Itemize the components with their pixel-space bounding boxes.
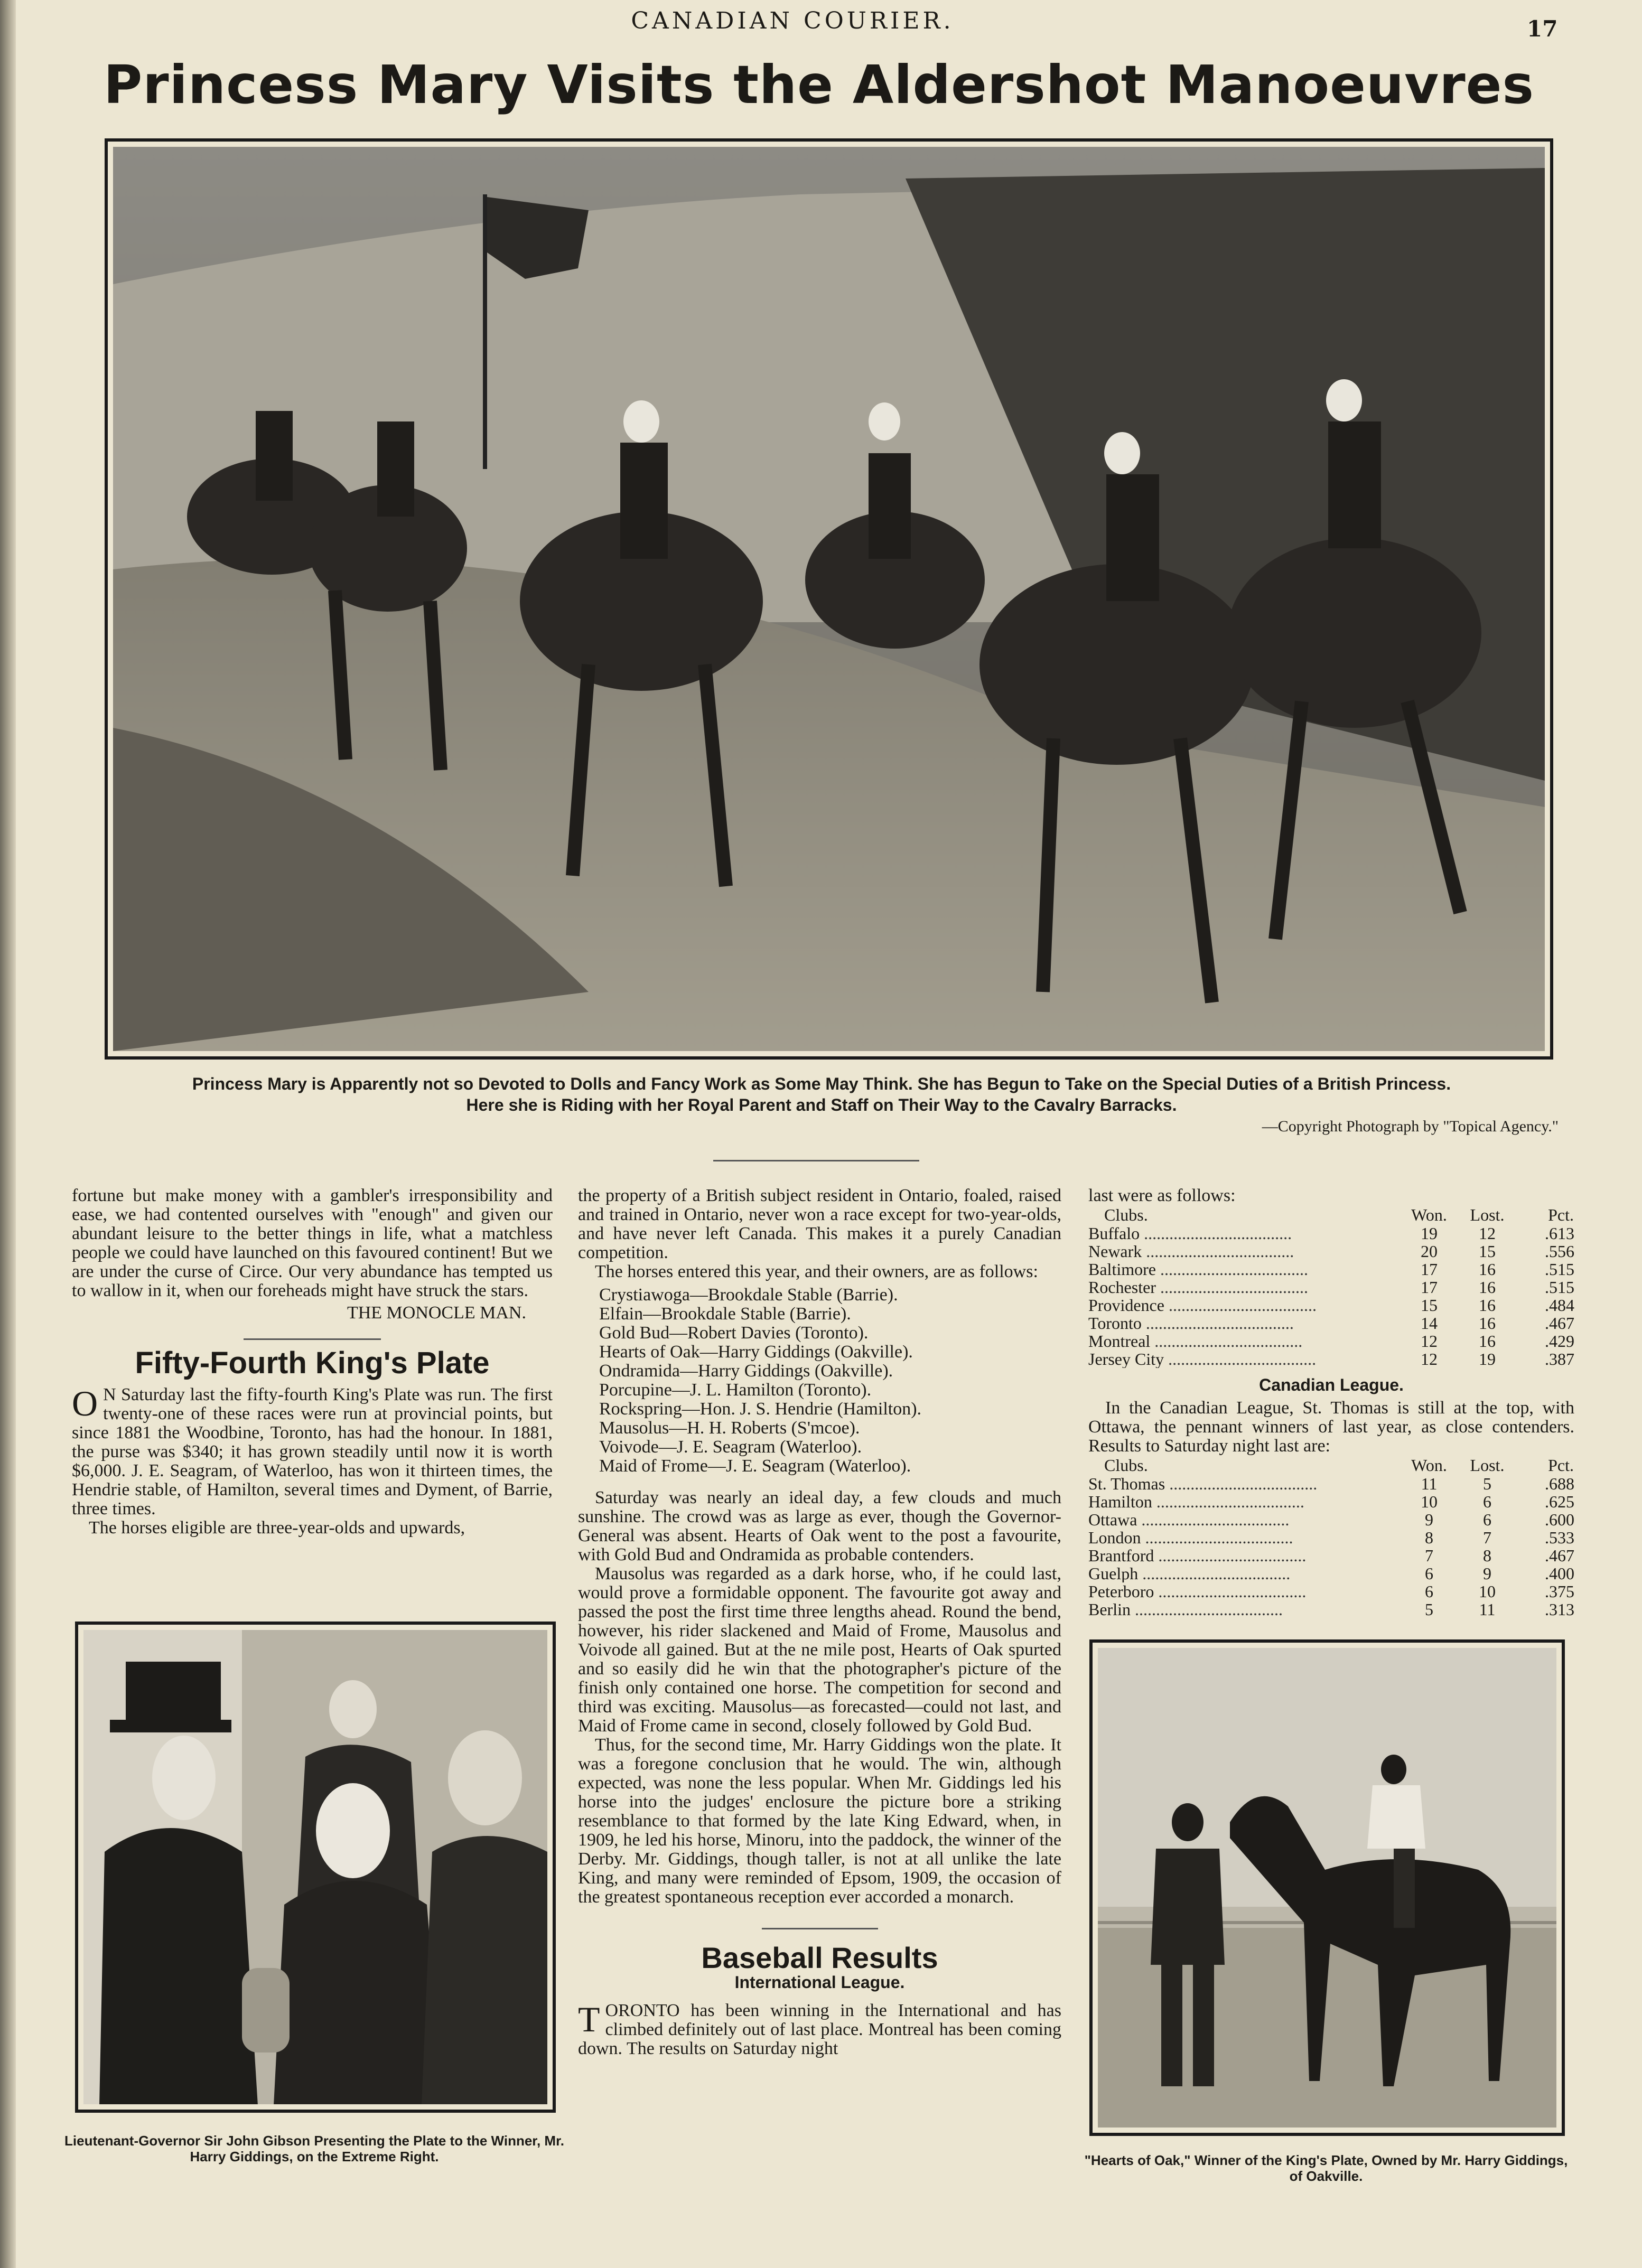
lost-cell: 11 [1479,1600,1496,1619]
baseball-lead-in: last were as follows: [1088,1186,1236,1205]
table-row [1088,1296,1574,1314]
entry-item: Maid of Frome—J. E. Seagram (Waterloo). [599,1456,911,1476]
table-row [1088,1564,1574,1582]
table-row [1088,1278,1574,1296]
header-won: Won. [1411,1456,1447,1475]
won-cell: 14 [1421,1314,1438,1333]
lost-cell: 7 [1483,1528,1491,1547]
lost-cell: 16 [1479,1332,1496,1351]
kings-plate-dropcap: O [72,1383,98,1423]
table-row [1088,1332,1574,1350]
entry-item: Rockspring—Hon. J. S. Hendrie (Hamilton). [599,1399,922,1419]
won-cell: 6 [1425,1564,1433,1583]
won-cell: 8 [1425,1528,1433,1547]
lost-cell: 6 [1483,1492,1491,1511]
table-row [1088,1350,1574,1368]
club-name: Hamilton [1088,1493,1152,1511]
kings-plate-para-7: Thus, for the second time, Mr. Harry Giddings won the plate. It was a foregone conclusion that he would. The win, although expected, was none the less popular. When Mr. Giddings led his horse into the judges' enclosure the picture bore a striking resemblance to that formed by the late King Edward, when, in 1909, he led his horse, Minoru, into the paddock, the winner of the Derby. Mr. Giddings, though taller, is not at all unlike the late King, and many were reminded of Epsom, 1909, the occasion of the greatest spontaneous reception ever accorded a monarch. [578,1735,1061,1907]
table-row [1088,1600,1574,1618]
club-name: Jersey City [1088,1350,1164,1368]
won-cell: 17 [1421,1260,1438,1279]
cavalry-photo [105,138,1553,1060]
club-name: Rochester [1088,1278,1156,1296]
page-headline: Princess Mary Visits the Aldershot Manoeuvres [104,54,1534,116]
club-name: Providence [1088,1296,1164,1314]
header-clubs: Clubs. [1104,1456,1148,1475]
pct-cell: .688 [1545,1474,1574,1493]
column-3 [1088,1186,1574,1618]
won-cell: 5 [1425,1600,1433,1619]
lost-cell: 8 [1483,1546,1491,1565]
entries-list [578,1286,1061,1476]
lost-cell: 16 [1479,1314,1496,1333]
hearts-of-oak-photo-image [1098,1648,1556,2128]
header-clubs: Clubs. [1104,1205,1148,1224]
club-name: Berlin [1088,1600,1131,1618]
won-cell: 10 [1421,1492,1438,1511]
pct-cell: .467 [1545,1546,1574,1565]
caption-line-2: Here she is Riding with her Royal Parent and Staff on Their Way to the Cavalry Barracks. [466,1095,1177,1114]
lost-cell: 5 [1483,1474,1491,1493]
pct-cell: .515 [1545,1278,1574,1297]
won-cell: 20 [1421,1242,1438,1261]
won-cell: 6 [1425,1582,1433,1601]
section-rule [762,1928,878,1929]
club-name: Baltimore [1088,1260,1156,1278]
lost-cell: 19 [1479,1349,1496,1369]
kings-plate-para-5: Saturday was nearly an ideal day, a few clouds and much sunshine. The crowd was as large as ever, though the Governor-General was absent. Hearts of Oak went to the post a favourite, with Gold Bud and Ondramida as probable contenders. [578,1488,1061,1564]
club-name: Montreal [1088,1332,1151,1350]
table-row [1088,1529,1574,1547]
lost-cell: 16 [1479,1260,1496,1279]
table-row [1088,1314,1574,1332]
gibson-photo-caption: Lieutenant-Governor Sir John Gibson Presenting the Plate to the Winner, Mr. Harry Giddings, on the Extreme Right. [64,2133,564,2164]
entry-item: Crystiawoga—Brookdale Stable (Barrie). [599,1285,898,1305]
binding-gutter [0,0,16,2268]
pct-cell: .515 [1545,1260,1574,1279]
lost-cell: 12 [1479,1224,1496,1243]
club-name: Guelph [1088,1564,1139,1582]
header-pct: Pct. [1548,1456,1574,1475]
club-name: Ottawa [1088,1511,1137,1529]
section-rule [244,1338,381,1340]
won-cell: 19 [1421,1224,1438,1243]
lost-cell: 15 [1479,1242,1496,1261]
pct-cell: .556 [1545,1242,1574,1261]
canadian-standings-table [1088,1456,1574,1618]
lost-cell: 16 [1479,1296,1496,1315]
pct-cell: .600 [1545,1510,1574,1529]
table-row [1088,1582,1574,1600]
table-header-row [1088,1205,1574,1224]
hearts-of-oak-photo [1089,1639,1565,2136]
monocle-text: fortune but make money with a gambler's irresponsibility and ease, we had contented ourselves with "enough" and given our abundant leisure to the better things in life, what a matchless people we could have launched on this favoured continent! But we are under the curse of Circe. Our very abundance has tempted us to wallow in it, when our foreheads might have struck the stars. [72,1186,553,1300]
header-pct: Pct. [1548,1205,1574,1224]
kings-plate-title: Fifty-Fourth King's Plate [135,1346,490,1380]
entry-item: Porcupine—J. L. Hamilton (Toronto). [599,1380,872,1400]
club-name: Peterboro [1088,1582,1154,1600]
pct-cell: .467 [1545,1314,1574,1333]
won-cell: 12 [1421,1332,1438,1351]
cavalry-photo-caption [79,1073,1564,1116]
table-row [1088,1242,1574,1260]
lost-cell: 10 [1479,1582,1496,1601]
kings-plate-para-1: N Saturday last the fifty-fourth King's Plate was run. The first twenty-one of these races were run at provincial points, but since 1881 the Woodbine, Toronto, has had the honour. In 1881, the purse was $340; it has grown steadily until now it is worth $6,000. J. E. Seagram, of Waterloo, has won it thirteen times, the Hendrie stable, of Hamilton, several times and Dyment, of Barrie, three times. [72,1385,553,1519]
club-name: London [1088,1529,1141,1547]
table-row [1088,1493,1574,1511]
header-won: Won. [1411,1205,1447,1224]
pct-cell: .375 [1545,1582,1574,1601]
table-row [1088,1547,1574,1564]
international-standings-table [1088,1205,1574,1368]
table-row [1088,1224,1574,1242]
lost-cell: 6 [1483,1510,1491,1529]
monocle-signature: THE MONOCLE MAN. [347,1303,526,1323]
pct-cell: .313 [1545,1600,1574,1619]
cavalry-photo-image [113,147,1545,1051]
page-number: 17 [1527,16,1558,42]
table-row [1088,1260,1574,1278]
caption-line-1: Princess Mary is Apparently not so Devoted to Dolls and Fancy Work as Some May Think. She has Begun to Take on the Special Duties of a British Princess. [192,1074,1451,1093]
canadian-league-title: Canadian League. [1259,1375,1404,1394]
won-cell: 11 [1421,1474,1438,1493]
club-name: St. Thomas [1088,1475,1165,1493]
photo-credit: —Copyright Photograph by "Topical Agency." [1262,1118,1559,1135]
center-rule [713,1160,919,1161]
baseball-para-1: ORONTO has been winning in the International and has climbed definitely out of last place. Montreal has been coming down. The results on Saturday night [578,2001,1061,2058]
table-header-row [1088,1456,1574,1475]
table-row [1088,1511,1574,1529]
pct-cell: .484 [1545,1296,1574,1315]
pct-cell: .613 [1545,1224,1574,1243]
won-cell: 9 [1425,1510,1433,1529]
won-cell: 17 [1421,1278,1438,1297]
kings-plate-para-6: Mausolus was regarded as a dark horse, who, if he could last, would prove a formidable opponent. The favourite got away and passed the post the first time three lengths ahead. Round the bend, however, his rider slackened and Maid of Frome, Mausolus and Voivode all gained. But at the ne mile post, Hearts of Oak spurted and so easily did he win that the photographer's picture of the finish only contained one horse. The competition for second and third was exciting. Mausolus—as forecasted—could not last, and Maid of Frome came in second, closely followed by Gold Bud. [578,1564,1061,1736]
kings-plate-para-3: the property of a British subject resident in Ontario, foaled, raised and trained in Ontario, never won a race except for two-year-olds, and have never left Canada. This makes it a purely Canadian competition. [578,1186,1061,1262]
header-lost: Lost. [1470,1456,1505,1475]
won-cell: 7 [1425,1546,1433,1565]
entry-item: Hearts of Oak—Harry Giddings (Oakville). [599,1342,913,1362]
entry-item: Ondramida—Harry Giddings (Oakville). [599,1361,893,1381]
table-row [1088,1475,1574,1493]
hearts-of-oak-caption: "Hearts of Oak," Winner of the King's Plate, Owned by Mr. Harry Giddings, of Oakville. [1084,2152,1568,2184]
international-league-subtitle: International League. [734,1973,905,1992]
canadian-league-intro: In the Canadian League, St. Thomas is still at the top, with Ottawa, the pennant winners of last year, as close contenders. Results to Saturday night last are: [1088,1398,1574,1456]
gibson-photo [75,1622,556,2113]
lost-cell: 16 [1479,1278,1496,1297]
lost-cell: 9 [1483,1564,1491,1583]
club-name: Buffalo [1088,1224,1140,1242]
entry-item: Voivode—J. E. Seagram (Waterloo). [599,1437,862,1457]
pct-cell: .533 [1545,1528,1574,1547]
pct-cell: .625 [1545,1492,1574,1511]
pct-cell: .400 [1545,1564,1574,1583]
entry-item: Elfain—Brookdale Stable (Barrie). [599,1304,851,1324]
won-cell: 12 [1421,1349,1438,1369]
club-name: Brantford [1088,1547,1154,1564]
column-2 [578,1186,1061,2058]
entry-item: Gold Bud—Robert Davies (Toronto). [599,1323,869,1343]
gibson-photo-image [83,1630,547,2104]
pct-cell: .387 [1545,1349,1574,1369]
kings-plate-para-4: The horses entered this year, and their owners, are as follows: [595,1262,1038,1281]
entry-item: Mausolus—H. H. Roberts (S'mcoe). [599,1418,860,1438]
pct-cell: .429 [1545,1332,1574,1351]
club-name: Newark [1088,1242,1142,1260]
publication-name: CANADIAN COURIER. [631,7,954,34]
column-1 [72,1186,553,1538]
club-name: Toronto [1088,1314,1142,1332]
header-lost: Lost. [1470,1205,1505,1224]
baseball-title: Baseball Results [701,1941,938,1974]
won-cell: 15 [1421,1296,1438,1315]
kings-plate-para-2: The horses eligible are three-year-olds and upwards, [89,1518,465,1538]
baseball-dropcap: T [578,1999,600,2039]
